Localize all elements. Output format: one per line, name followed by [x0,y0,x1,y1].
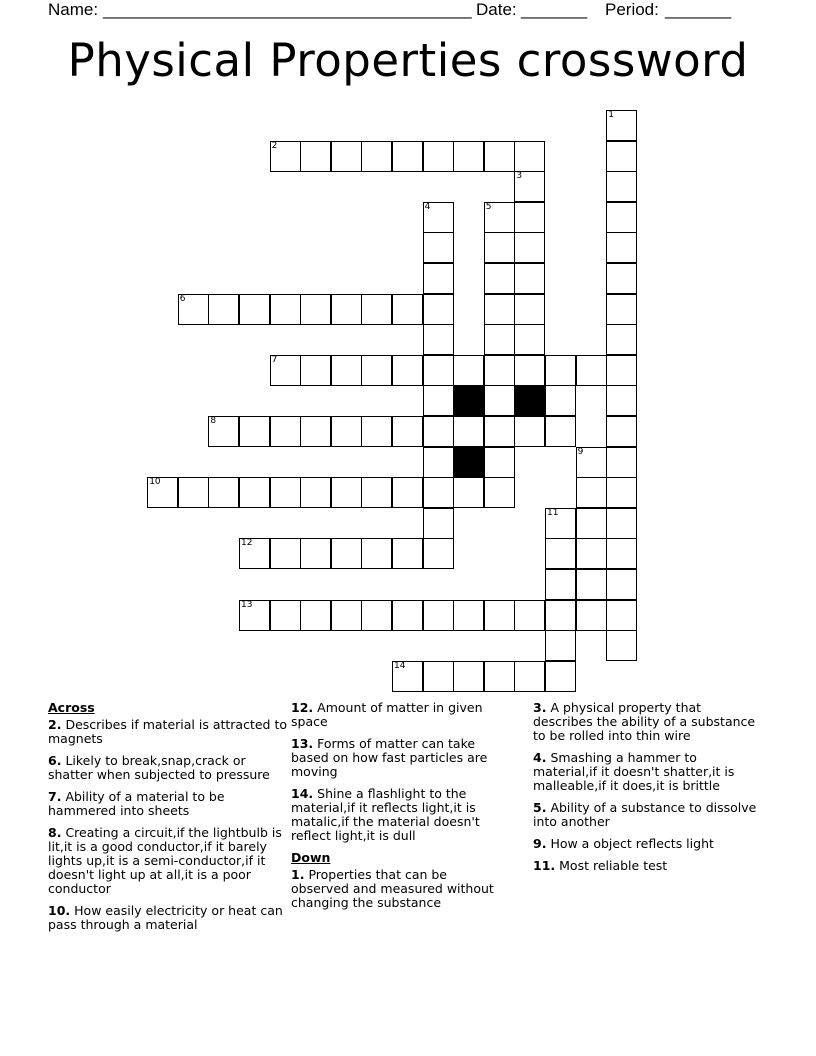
grid-cell[interactable] [545,508,576,539]
clue-down-4 [533,751,763,793]
grid-cell[interactable] [208,477,239,508]
clue-across-6 [48,754,288,782]
grid-cell[interactable] [606,141,637,172]
clue-across-13 [291,737,506,779]
cell-number: 6 [179,293,186,304]
grid-cell[interactable] [239,538,270,569]
grid-cell[interactable] [606,171,637,202]
grid-cell[interactable] [453,477,484,508]
clue-down-5 [533,801,763,829]
grid-cell[interactable] [514,661,545,692]
clue-text: Smashing a hammer to material,if it doesn't shatter,it is malleable,if it does,it is brittle [533,750,735,793]
clue-text: Amount of matter in given space [291,700,483,729]
grid-cell[interactable] [423,324,454,355]
grid-cell[interactable] [484,661,515,692]
grid-cell[interactable] [606,630,637,661]
grid-cell[interactable] [270,477,301,508]
grid-cell[interactable] [392,355,423,386]
grid-cell[interactable] [514,294,545,325]
grid-cell[interactable] [423,294,454,325]
grid-cell[interactable] [576,538,607,569]
grid-cell[interactable] [423,385,454,416]
grid-cell[interactable] [484,202,515,233]
clue-across-7 [48,790,288,818]
grid-cell[interactable] [606,202,637,233]
clue-number: 3. [533,700,547,715]
grid-cell[interactable] [606,508,637,539]
clue-across-10 [48,904,288,932]
grid-cell[interactable] [576,600,607,631]
cell-number: 2 [271,140,278,151]
grid-cell[interactable] [331,600,362,631]
clue-number: 1. [291,867,305,882]
name-label: Name: [48,0,99,19]
grid-cell[interactable] [178,294,209,325]
clue-text: A physical property that describes the ability of a substance to be rolled into thin wire [533,700,756,743]
grid-cell[interactable] [576,355,607,386]
clue-text: Forms of matter can take based on how fast particles are moving [291,736,488,779]
grid-cell[interactable] [331,416,362,447]
grid-cell[interactable] [576,477,607,508]
cell-number: 3 [516,171,523,182]
grid-cell[interactable] [606,538,637,569]
grid-cell[interactable] [361,141,392,172]
grid-cell[interactable] [270,294,301,325]
grid-cell[interactable] [514,171,545,202]
cell-number: 7 [271,354,278,365]
grid-cell[interactable] [514,263,545,294]
grid-cell[interactable] [331,294,362,325]
grid-cell[interactable] [423,508,454,539]
clue-down-11 [533,859,763,873]
period-label: Period: [605,0,659,19]
grid-cell[interactable] [484,477,515,508]
grid-cell[interactable] [392,600,423,631]
grid-cell[interactable] [392,141,423,172]
grid-cell[interactable] [361,416,392,447]
clue-number: 9. [533,836,547,851]
grid-cell[interactable] [300,477,331,508]
grid-cell[interactable] [606,447,637,478]
clue-column-2 [291,701,506,918]
grid-cell[interactable] [484,232,515,263]
grid-cell[interactable] [545,416,576,447]
grid-cell[interactable] [453,355,484,386]
grid-cell[interactable] [453,661,484,692]
cell-number: 11 [547,507,559,518]
clue-number: 6. [48,753,62,768]
clue-number: 2. [48,717,62,732]
grid-cell[interactable] [239,416,270,447]
cell-number: 14 [394,660,406,671]
clue-across-14 [291,787,506,843]
grid-cell[interactable] [606,324,637,355]
clue-number: 14. [291,786,314,801]
grid-cell[interactable] [270,600,301,631]
grid-cell[interactable] [606,355,637,386]
grid-cell[interactable] [545,538,576,569]
grid-cell[interactable] [361,294,392,325]
grid-cell[interactable] [484,416,515,447]
grid-cell[interactable] [423,416,454,447]
grid-cell[interactable] [270,538,301,569]
clue-number: 7. [48,789,62,804]
clue-down-1 [291,868,506,910]
clue-number: 8. [48,825,62,840]
clue-number: 12. [291,700,314,715]
grid-cell[interactable] [606,600,637,631]
grid-cell[interactable] [423,600,454,631]
grid-cell[interactable] [361,538,392,569]
clue-across-8 [48,826,288,896]
grid-cell[interactable] [514,232,545,263]
grid-cell[interactable] [514,202,545,233]
black-cell [453,447,484,478]
grid-cell[interactable] [453,141,484,172]
grid-cell[interactable] [484,324,515,355]
grid-cell[interactable] [423,447,454,478]
clue-text: Ability of a substance to dissolve into another [533,800,757,829]
grid-cell[interactable] [270,416,301,447]
grid-cell[interactable] [484,355,515,386]
grid-cell[interactable] [239,294,270,325]
clue-number: 10. [48,903,71,918]
clue-down-9 [533,837,763,851]
grid-cell[interactable] [239,477,270,508]
grid-cell[interactable] [392,294,423,325]
grid-cell[interactable] [545,600,576,631]
grid-cell[interactable] [178,477,209,508]
grid-cell[interactable] [484,294,515,325]
grid-cell[interactable] [545,630,576,661]
grid-cell[interactable] [300,141,331,172]
clue-text: How a object reflects light [550,836,714,851]
grid-cell[interactable] [606,263,637,294]
page-title: Physical Properties crossword [67,34,749,87]
clue-number: 5. [533,800,547,815]
grid-cell[interactable] [300,600,331,631]
grid-cell[interactable] [606,110,637,141]
grid-cell[interactable] [484,263,515,294]
clue-number: 4. [533,750,547,765]
grid-cell[interactable] [453,416,484,447]
cell-number: 12 [241,538,253,549]
grid-cell[interactable] [484,447,515,478]
clue-down-3 [533,701,763,743]
grid-cell[interactable] [208,294,239,325]
grid-cell[interactable] [392,416,423,447]
grid-cell[interactable] [423,661,454,692]
grid-cell[interactable] [514,600,545,631]
grid-cell[interactable] [423,263,454,294]
grid-cell[interactable] [423,202,454,233]
grid-cell[interactable] [576,447,607,478]
grid-cell[interactable] [331,538,362,569]
cell-number: 13 [241,599,253,610]
grid-cell[interactable] [514,355,545,386]
date-blank[interactable]: _______ [521,0,588,19]
clue-text: Properties that can be observed and measured without changing the substance [291,867,494,910]
grid-cell[interactable] [361,355,392,386]
grid-cell[interactable] [606,385,637,416]
grid-cell[interactable] [270,355,301,386]
clue-text: Likely to break,snap,crack or shatter when subjected to pressure [48,753,270,782]
cell-number: 1 [608,110,614,120]
grid-cell[interactable] [208,416,239,447]
grid-cell[interactable] [300,538,331,569]
cell-number: 5 [485,201,492,212]
grid-cell[interactable] [514,141,545,172]
grid-cell[interactable] [484,385,515,416]
grid-cell[interactable] [361,600,392,631]
grid-cell[interactable] [423,355,454,386]
grid-cell[interactable] [484,600,515,631]
grid-cell[interactable] [392,477,423,508]
grid-cell[interactable] [576,508,607,539]
grid-cell[interactable] [423,232,454,263]
black-cell [514,385,545,416]
clue-text: Most reliable test [559,858,668,873]
across-heading: Across [48,700,95,715]
grid-cell[interactable] [239,600,270,631]
grid-cell[interactable] [423,141,454,172]
cell-number: 10 [149,477,161,488]
clue-text: How easily electricity or heat can pass through a material [48,903,283,932]
grid-cell[interactable] [392,661,423,692]
grid-cell[interactable] [331,355,362,386]
grid-cell[interactable] [576,569,607,600]
grid-cell[interactable] [361,477,392,508]
black-cell [453,385,484,416]
grid-cell[interactable] [331,141,362,172]
clue-text: Ability of a material to be hammered into sheets [48,789,225,818]
grid-cell[interactable] [392,538,423,569]
clue-column-3 [533,701,763,881]
grid-cell[interactable] [606,232,637,263]
grid-cell[interactable] [300,355,331,386]
grid-cell[interactable] [484,141,515,172]
grid-cell[interactable] [606,569,637,600]
clue-column-1 [48,701,288,940]
date-label: Date: [476,0,517,19]
cell-number: 9 [577,446,584,457]
grid-cell[interactable] [423,477,454,508]
grid-cell[interactable] [545,569,576,600]
grid-cell[interactable] [300,294,331,325]
grid-cell[interactable] [545,355,576,386]
name-blank[interactable]: _______________________________________ [103,0,472,19]
down-heading: Down [291,850,331,865]
period-blank[interactable]: _______ [665,0,732,19]
grid-cell[interactable] [514,324,545,355]
clue-text: Shine a flashlight to the material,if it reflects light,it is matalic,if the material doesn't reflect light,it is dull [291,786,480,843]
grid-cell[interactable] [147,477,178,508]
clue-text: Creating a circuit,if the lightbulb is lit,it is a good conductor,if it barely lights up,it is a semi-conductor,if it doesn't light up at all,it is a poor conductor [48,825,282,896]
clue-across-2 [48,718,288,746]
clue-number: 13. [291,736,314,751]
grid-cell[interactable] [606,416,637,447]
grid-cell[interactable] [545,385,576,416]
grid-cell[interactable] [331,477,362,508]
grid-cell[interactable] [514,416,545,447]
cell-number: 8 [210,416,217,426]
clue-across-12 [291,701,506,729]
grid-cell[interactable] [606,477,637,508]
grid-cell[interactable] [453,600,484,631]
grid-cell[interactable] [423,538,454,569]
grid-cell[interactable] [545,661,576,692]
clue-number: 11. [533,858,556,873]
grid-cell[interactable] [270,141,301,172]
grid-cell[interactable] [300,416,331,447]
clue-text: Describes if material is attracted to magnets [48,717,287,746]
cell-number: 4 [424,201,431,212]
grid-cell[interactable] [606,294,637,325]
